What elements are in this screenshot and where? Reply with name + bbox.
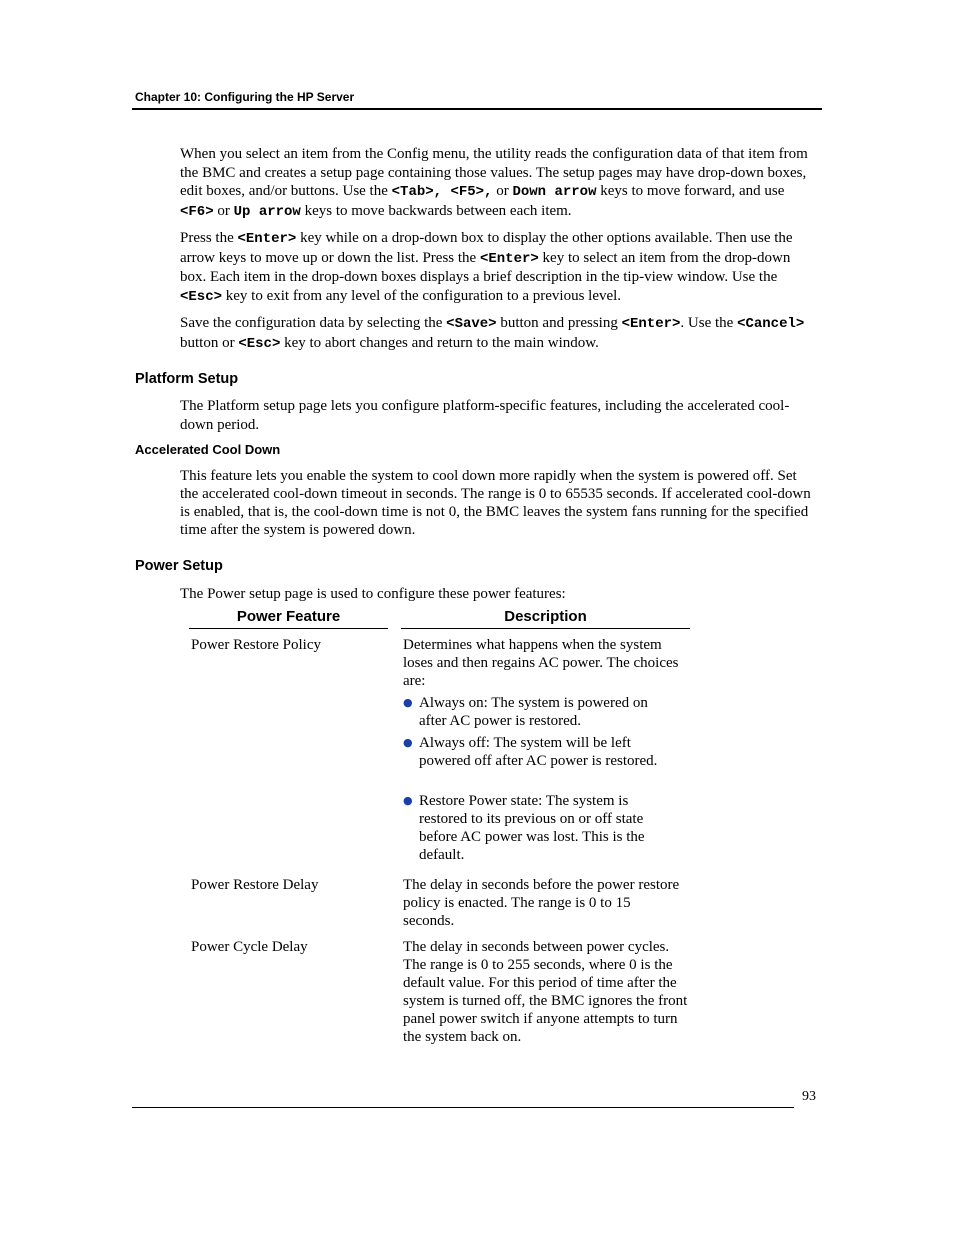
p1-key-f6: <F6> (180, 203, 214, 220)
platform-setup-heading: Platform Setup (135, 371, 239, 387)
description-power-restore-policy: Determines what happens when the system loses and then regains AC power. The choices are: (403, 637, 679, 689)
p3-text-e: key to abort changes and return to the main window. (280, 334, 599, 351)
p3-key-enter: <Enter> (621, 316, 681, 332)
p2-key-enter-2: <Enter> (479, 250, 539, 267)
p2-key-esc: <Esc> (180, 288, 223, 305)
accelerated-cool-down-text: This feature lets you enable the system to cool down more rapidly when the system is powered off. Set the accelerated cool-down timeout in seconds. The range is 0 to 65535 seconds. If accelerated cool-down is enabled, that is, the cool-down time is not 0, the BMC leaves the system fans running for the specified time after the system is powered down. (180, 468, 811, 538)
p1-text-a: When you select an item from the Config menu, the utility reads the configuration data of that item from the BMC and creates a setup page containing those values. The setup pages may have drop-down boxes, edit boxes, and/or buttons. Use the (180, 146, 808, 200)
p3-text-a: Save the configuration data by selecting the (180, 315, 447, 331)
p2-text-a: Press the (180, 230, 238, 246)
p3-text-c: . Use the (680, 315, 738, 331)
description-power-restore-delay: The delay in seconds before the power restore policy is enacted. The range is 0 to 15 seconds. (403, 877, 680, 929)
p1-text-e: keys to move backwards between each item. (300, 202, 572, 219)
p3-key-esc: <Esc> (238, 335, 281, 352)
p2-text-d: key to exit from any level of the configuration to a previous level. (222, 287, 622, 304)
p3-key-save: <Save> (446, 316, 497, 332)
table-header-description: Description (504, 608, 587, 625)
p1-key-up-arrow: Up arrow (233, 203, 301, 220)
power-setup-text: The Power setup page is used to configure these power features: (180, 586, 566, 602)
p1-text-c: keys to move forward, and use (596, 183, 785, 200)
feature-power-restore-policy: Power Restore Policy (191, 637, 321, 653)
p1-text-b: or (492, 183, 513, 200)
p1-key-down-arrow: Down arrow (512, 184, 597, 201)
table-header-power-feature: Power Feature (236, 608, 341, 625)
bullet-item (403, 792, 665, 864)
feature-power-restore-delay: Power Restore Delay (191, 877, 319, 893)
p2-key-enter-1: <Enter> (237, 231, 297, 247)
intro-paragraph-3 (180, 314, 815, 353)
platform-setup-text: The Platform setup page lets you configure platform-specific features, including the accelerated cool-down period. (180, 398, 790, 433)
bullet-dot-icon: ● (403, 794, 413, 807)
intro-paragraph-1 (180, 145, 815, 221)
footer-rule (132, 1107, 794, 1108)
feature-power-cycle-delay: Power Cycle Delay (191, 939, 308, 955)
bullet-text-always-off: Always off: The system will be left powered off after AC power is restored. (419, 735, 658, 769)
power-setup-heading: Power Setup (135, 558, 223, 574)
bullet-text-always-on: Always on: The system is powered on after AC power is restored. (419, 695, 648, 729)
accelerated-cool-down-heading: Accelerated Cool Down (135, 442, 281, 457)
p1-key-tab-f5: <Tab>, <F5>, (391, 184, 493, 201)
table-header-rule-description (401, 628, 690, 629)
bullet-dot-icon: ● (403, 696, 413, 709)
bullet-item (403, 734, 665, 770)
bullet-item (403, 694, 665, 730)
intro-paragraph-2 (180, 229, 815, 306)
bullet-text-restore-power-state: Restore Power state: The system is restored to its previous on or off state before AC power was lost. This is the default. (419, 793, 645, 863)
p2-text-c: key to select an item from the drop-down box. Each item in the drop-down boxes displays a brief description in the tip-view window. Use the (180, 249, 791, 286)
p2-text-b: key while on a drop-down box to display the other options available. Then use the arrow keys to move up or down the list. Press the (180, 230, 793, 266)
p3-text-d: button or (180, 334, 239, 351)
bullet-dot-icon: ● (403, 736, 413, 749)
p3-key-cancel: <Cancel> (737, 316, 805, 332)
table-header-rule-feature (189, 628, 388, 629)
chapter-header: Chapter 10: Configuring the HP Server (135, 90, 355, 104)
p3-text-b: button and pressing (496, 315, 622, 331)
p1-text-d: or (213, 202, 234, 219)
description-power-cycle-delay: The delay in seconds between power cycles. The range is 0 to 255 seconds, where 0 is the default value. For this period of time after the system is turned off, the BMC ignores the front panel power switch if anyone attempts to turn the system back on. (403, 939, 688, 1045)
page-number: 93 (802, 1089, 816, 1104)
header-rule (132, 108, 822, 110)
